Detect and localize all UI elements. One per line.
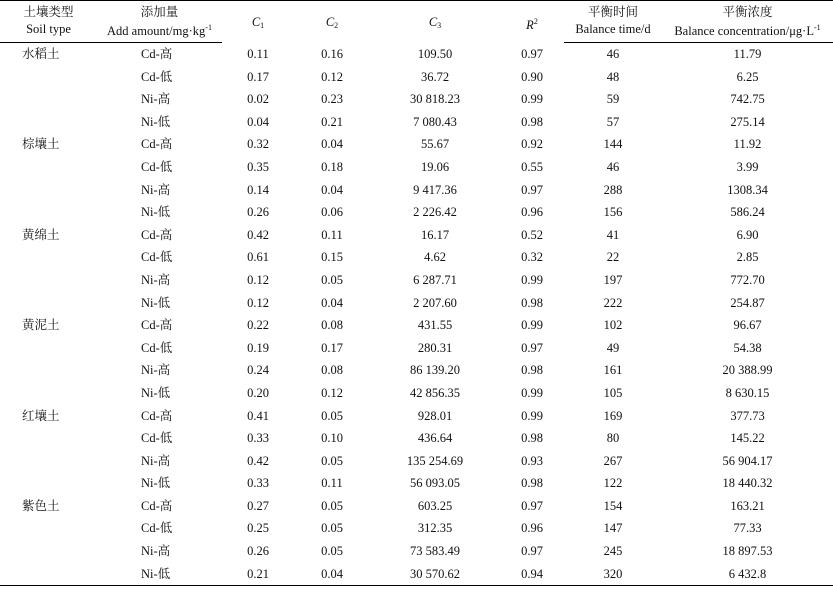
cell-add-amount: Ni-高 (141, 182, 171, 197)
cell-add-amount: Ni-低 (141, 205, 171, 220)
cell-soil-type (0, 292, 97, 315)
cell-c2: 0.05 (321, 408, 343, 423)
header-c1-subscript: 1 (260, 20, 265, 30)
cell-balance-time: 102 (603, 318, 623, 333)
header-add-amount-en (97, 20, 222, 43)
cell-c3: 36.72 (420, 69, 450, 84)
cell-balance-concentration: 6.25 (736, 69, 759, 84)
cell-c1: 0.27 (247, 498, 269, 513)
table-row (0, 133, 833, 156)
cell-add-amount: Ni-高 (141, 272, 171, 287)
table-body (0, 43, 833, 586)
cell-c3: 6 287.71 (413, 272, 457, 287)
table-row (0, 472, 833, 495)
cell-c3: 73 583.49 (410, 544, 460, 559)
cell-c1: 0.33 (247, 431, 269, 446)
cell-balance-time: 22 (606, 250, 620, 265)
cell-c2: 0.04 (321, 137, 343, 152)
cell-balance-time: 169 (603, 408, 623, 423)
cell-soil-type (0, 540, 97, 563)
cell-c1: 0.61 (247, 250, 269, 265)
cell-balance-time: 105 (603, 385, 623, 400)
cell-c1: 0.12 (247, 295, 269, 310)
cell-balance-concentration: 56 904.17 (722, 453, 773, 468)
cell-c3: 42 856.35 (410, 385, 460, 400)
cell-c1: 0.12 (247, 272, 269, 287)
table-row (0, 517, 833, 540)
header-add-amount-en-sup: -1 (205, 23, 212, 32)
cell-c3: 135 254.69 (406, 453, 464, 468)
cell-add-amount: Ni-高 (141, 92, 171, 107)
header-soil-type-en: Soil type (0, 20, 97, 43)
cell-add-amount: Ni-低 (141, 476, 171, 491)
cell-balance-time: 222 (603, 295, 623, 310)
cell-c2: 0.16 (321, 46, 343, 61)
cell-c2: 0.05 (321, 498, 343, 513)
table-row (0, 111, 833, 134)
cell-c1: 0.11 (247, 46, 269, 61)
cell-c3: 109.50 (417, 46, 453, 61)
cell-balance-time: 147 (603, 521, 623, 536)
cell-r2: 0.99 (521, 92, 543, 107)
header-c3-subscript: 3 (437, 20, 442, 30)
cell-balance-concentration: 1308.34 (727, 182, 768, 197)
cell-add-amount: Cd-低 (141, 159, 173, 174)
cell-c3: 436.64 (417, 431, 453, 446)
cell-balance-concentration: 742.75 (730, 92, 765, 107)
cell-add-amount: Cd-低 (141, 431, 173, 446)
cell-c2: 0.17 (321, 340, 343, 355)
table-row (0, 292, 833, 315)
header-add-amount-en-text: Add amount/mg·kg (107, 24, 206, 38)
cell-balance-concentration: 586.24 (730, 205, 765, 220)
cell-c2: 0.12 (321, 385, 343, 400)
cell-c3: 603.25 (417, 498, 453, 513)
cell-c1: 0.24 (247, 363, 269, 378)
cell-add-amount: Cd-低 (141, 521, 173, 536)
cell-add-amount: Cd-低 (141, 250, 173, 265)
header-c2-subscript: 2 (334, 20, 339, 30)
cell-soil-type (0, 337, 97, 360)
cell-c2: 0.05 (321, 544, 343, 559)
cell-soil-type (0, 88, 97, 111)
cell-balance-time: 80 (606, 431, 620, 446)
cell-soil-type (0, 111, 97, 134)
cell-add-amount: Cd-高 (141, 408, 173, 423)
cell-r2: 0.94 (500, 563, 564, 586)
cell-c2: 0.05 (321, 272, 343, 287)
table-row (0, 201, 833, 224)
cell-balance-time: 144 (603, 137, 623, 152)
cell-c2: 0.10 (321, 431, 343, 446)
table-row (0, 156, 833, 179)
cell-soil-type: 黄绵土 (22, 227, 60, 242)
cell-balance-time: 161 (603, 363, 623, 378)
cell-balance-time: 288 (603, 182, 623, 197)
cell-c2: 0.04 (294, 563, 370, 586)
table-row (0, 495, 833, 518)
cell-c3: 7 080.43 (413, 114, 457, 129)
cell-c2: 0.18 (321, 159, 343, 174)
table-row (0, 427, 833, 450)
cell-c2: 0.11 (321, 227, 343, 242)
cell-c1: 0.02 (247, 92, 269, 107)
cell-c2: 0.06 (321, 205, 343, 220)
cell-c1: 0.25 (247, 521, 269, 536)
cell-c3: 19.06 (420, 159, 450, 174)
cell-c2: 0.15 (321, 250, 343, 265)
header-r2-superscript: 2 (533, 17, 538, 27)
cell-balance-time: 197 (603, 272, 623, 287)
cell-c1: 0.26 (247, 544, 269, 559)
cell-c3: 30 570.62 (370, 563, 500, 586)
cell-r2: 0.52 (521, 227, 543, 242)
cell-c3: 928.01 (417, 408, 453, 423)
cell-c2: 0.04 (321, 295, 343, 310)
cell-add-amount: Cd-低 (141, 340, 173, 355)
cell-soil-type (0, 472, 97, 495)
header-c3 (370, 1, 500, 43)
cell-r2: 0.97 (521, 544, 543, 559)
cell-c2: 0.21 (321, 114, 343, 129)
cell-add-amount: Cd-高 (141, 227, 173, 242)
header-c1 (222, 1, 294, 43)
cell-c2: 0.08 (321, 318, 343, 333)
cell-c3: 431.55 (417, 318, 453, 333)
cell-r2: 0.98 (521, 476, 543, 491)
cell-c2: 0.11 (321, 476, 343, 491)
cell-balance-concentration: 6.90 (736, 227, 759, 242)
cell-r2: 0.55 (521, 159, 543, 174)
cell-c1: 0.21 (222, 563, 294, 586)
cell-balance-time: 46 (606, 159, 620, 174)
cell-r2: 0.99 (521, 272, 543, 287)
cell-r2: 0.98 (521, 363, 543, 378)
cell-soil-type (0, 156, 97, 179)
cell-soil-type (0, 66, 97, 89)
cell-balance-concentration: 54.38 (733, 340, 762, 355)
table-row (0, 382, 833, 405)
cell-r2: 0.96 (521, 205, 543, 220)
header-balance-time-en: Balance time/d (564, 20, 662, 43)
header-r2 (500, 1, 564, 43)
table-row (0, 540, 833, 563)
cell-c3: 4.62 (424, 250, 446, 265)
cell-soil-type: 棕壤土 (22, 137, 60, 152)
table-row (0, 66, 833, 89)
cell-r2: 0.93 (521, 453, 543, 468)
cell-add-amount: Cd-高 (141, 47, 173, 61)
cell-balance-time: 41 (606, 227, 620, 242)
table-row (0, 269, 833, 292)
cell-soil-type (0, 517, 97, 540)
cell-c1: 0.42 (247, 227, 269, 242)
cell-c1: 0.33 (247, 476, 269, 491)
cell-c1: 0.14 (247, 182, 269, 197)
cell-c2: 0.23 (321, 92, 343, 107)
cell-c2: 0.12 (321, 69, 343, 84)
cell-c3: 86 139.20 (410, 363, 460, 378)
cell-r2: 0.97 (521, 46, 543, 61)
table-row (0, 88, 833, 111)
cell-c2: 0.05 (321, 453, 343, 468)
cell-balance-time: 245 (603, 544, 623, 559)
cell-r2: 0.96 (521, 521, 543, 536)
cell-balance-time: 49 (606, 340, 620, 355)
cell-balance-concentration: 377.73 (730, 408, 765, 423)
cell-balance-concentration: 772.70 (730, 272, 765, 287)
cell-balance-time: 122 (603, 476, 623, 491)
cell-balance-concentration: 11.92 (733, 137, 762, 152)
cell-balance-concentration: 163.21 (730, 498, 765, 513)
cell-add-amount: Cd-高 (141, 498, 173, 513)
cell-c1: 0.41 (247, 408, 269, 423)
cell-soil-type: 黄泥土 (22, 318, 60, 333)
cell-soil-type: 红壤土 (22, 408, 60, 423)
cell-r2: 0.90 (521, 69, 543, 84)
header-balance-conc-en-sup: -1 (813, 23, 821, 32)
cell-c2: 0.08 (321, 363, 343, 378)
cell-r2: 0.92 (521, 137, 543, 152)
table-row (0, 405, 833, 428)
cell-r2: 0.98 (521, 114, 543, 129)
cell-r2: 0.98 (521, 295, 543, 310)
cell-balance-time: 156 (603, 205, 623, 220)
cell-c1: 0.17 (247, 69, 269, 84)
table-row (0, 43, 833, 66)
cell-balance-concentration: 254.87 (730, 295, 765, 310)
header-soil-type-cn: 土壤类型 (0, 1, 97, 21)
cell-soil-type (0, 179, 97, 202)
table-row (0, 246, 833, 269)
cell-soil-type (0, 427, 97, 450)
cell-c1: 0.42 (247, 453, 269, 468)
cell-soil-type (0, 246, 97, 269)
cell-balance-time: 48 (606, 69, 620, 84)
header-balance-conc-cn: 平衡浓度 (662, 1, 833, 21)
cell-soil-type: 水稻土 (22, 47, 60, 61)
header-balance-conc-en (662, 20, 833, 43)
table-header (0, 1, 833, 43)
table-row (0, 224, 833, 247)
cell-c3: 9 417.36 (413, 182, 457, 197)
cell-c3: 2 207.60 (413, 295, 457, 310)
cell-balance-concentration: 2.85 (736, 250, 759, 265)
cell-add-amount: Cd-低 (141, 69, 173, 84)
cell-c3: 2 226.42 (413, 205, 457, 220)
cell-balance-concentration: 20 388.99 (722, 363, 773, 378)
cell-balance-concentration: 275.14 (730, 114, 765, 129)
header-add-amount-cn: 添加量 (97, 1, 222, 21)
cell-soil-type (0, 359, 97, 382)
cell-c1: 0.20 (247, 385, 269, 400)
cell-c1: 0.35 (247, 159, 269, 174)
cell-soil-type (0, 201, 97, 224)
cell-c3: 16.17 (420, 227, 450, 242)
header-c3-symbol: C (428, 14, 438, 29)
cell-balance-time: 57 (606, 114, 620, 129)
cell-add-amount: Ni-低 (141, 114, 171, 129)
cell-c1: 0.22 (247, 318, 269, 333)
cell-balance-time: 320 (564, 563, 662, 586)
cell-c1: 0.19 (247, 340, 269, 355)
cell-c1: 0.04 (247, 114, 269, 129)
cell-balance-concentration: 18 440.32 (722, 476, 773, 491)
cell-c2: 0.05 (321, 521, 343, 536)
cell-balance-concentration: 6 432.8 (662, 563, 833, 586)
table-row (0, 359, 833, 382)
cell-c3: 312.35 (417, 521, 453, 536)
cell-c1: 0.26 (247, 205, 269, 220)
header-balance-time-cn: 平衡时间 (564, 1, 662, 21)
cell-balance-time: 59 (606, 92, 620, 107)
cell-r2: 0.97 (521, 498, 543, 513)
cell-balance-concentration: 77.33 (733, 521, 762, 536)
cell-add-amount: Ni-高 (141, 453, 171, 468)
table-row (0, 337, 833, 360)
cell-soil-type: 紫色土 (22, 498, 60, 513)
cell-r2: 0.98 (521, 431, 543, 446)
cell-c3: 280.31 (417, 340, 453, 355)
cell-add-amount: Ni-低 (141, 295, 171, 310)
cell-add-amount: Ni-高 (141, 544, 171, 559)
table-row (0, 314, 833, 337)
header-c1-symbol: C (251, 14, 261, 29)
cell-balance-concentration: 18 897.53 (722, 544, 773, 559)
cell-add-amount: Cd-高 (141, 137, 173, 152)
cell-balance-concentration: 96.67 (733, 318, 762, 333)
cell-c2: 0.04 (321, 182, 343, 197)
cell-c1: 0.32 (247, 137, 269, 152)
cell-balance-concentration: 145.22 (730, 431, 765, 446)
cell-r2: 0.99 (521, 385, 543, 400)
cell-c3: 55.67 (420, 137, 450, 152)
cell-r2: 0.99 (521, 318, 543, 333)
cell-balance-concentration: 3.99 (736, 159, 759, 174)
cell-r2: 0.32 (521, 250, 543, 265)
cell-balance-concentration: 8 630.15 (725, 385, 770, 400)
table-row (0, 450, 833, 473)
cell-soil-type (0, 269, 97, 292)
cell-balance-time: 154 (603, 498, 623, 513)
header-balance-conc-en-text: Balance concentration/μg·L (674, 24, 814, 38)
cell-c3: 30 818.23 (410, 92, 460, 107)
cell-add-amount: Ni-低 (141, 385, 171, 400)
header-c2 (294, 1, 370, 43)
cell-balance-time: 46 (606, 47, 620, 61)
cell-soil-type (0, 450, 97, 473)
cell-c3: 56 093.05 (410, 476, 460, 491)
cell-balance-concentration: 11.79 (733, 47, 762, 61)
cell-add-amount: Cd-高 (141, 318, 173, 333)
cell-soil-type (0, 382, 97, 405)
cell-r2: 0.97 (521, 182, 543, 197)
cell-add-amount: Ni-低 (97, 563, 222, 586)
cell-balance-time: 267 (603, 453, 623, 468)
table-row (0, 179, 833, 202)
header-r2-symbol: R (526, 18, 534, 33)
table-row (0, 563, 833, 586)
cell-r2: 0.97 (521, 340, 543, 355)
cell-add-amount: Ni-高 (141, 363, 171, 378)
cell-r2: 0.99 (521, 408, 543, 423)
header-c2-symbol: C (325, 14, 335, 29)
cell-soil-type (0, 563, 97, 586)
